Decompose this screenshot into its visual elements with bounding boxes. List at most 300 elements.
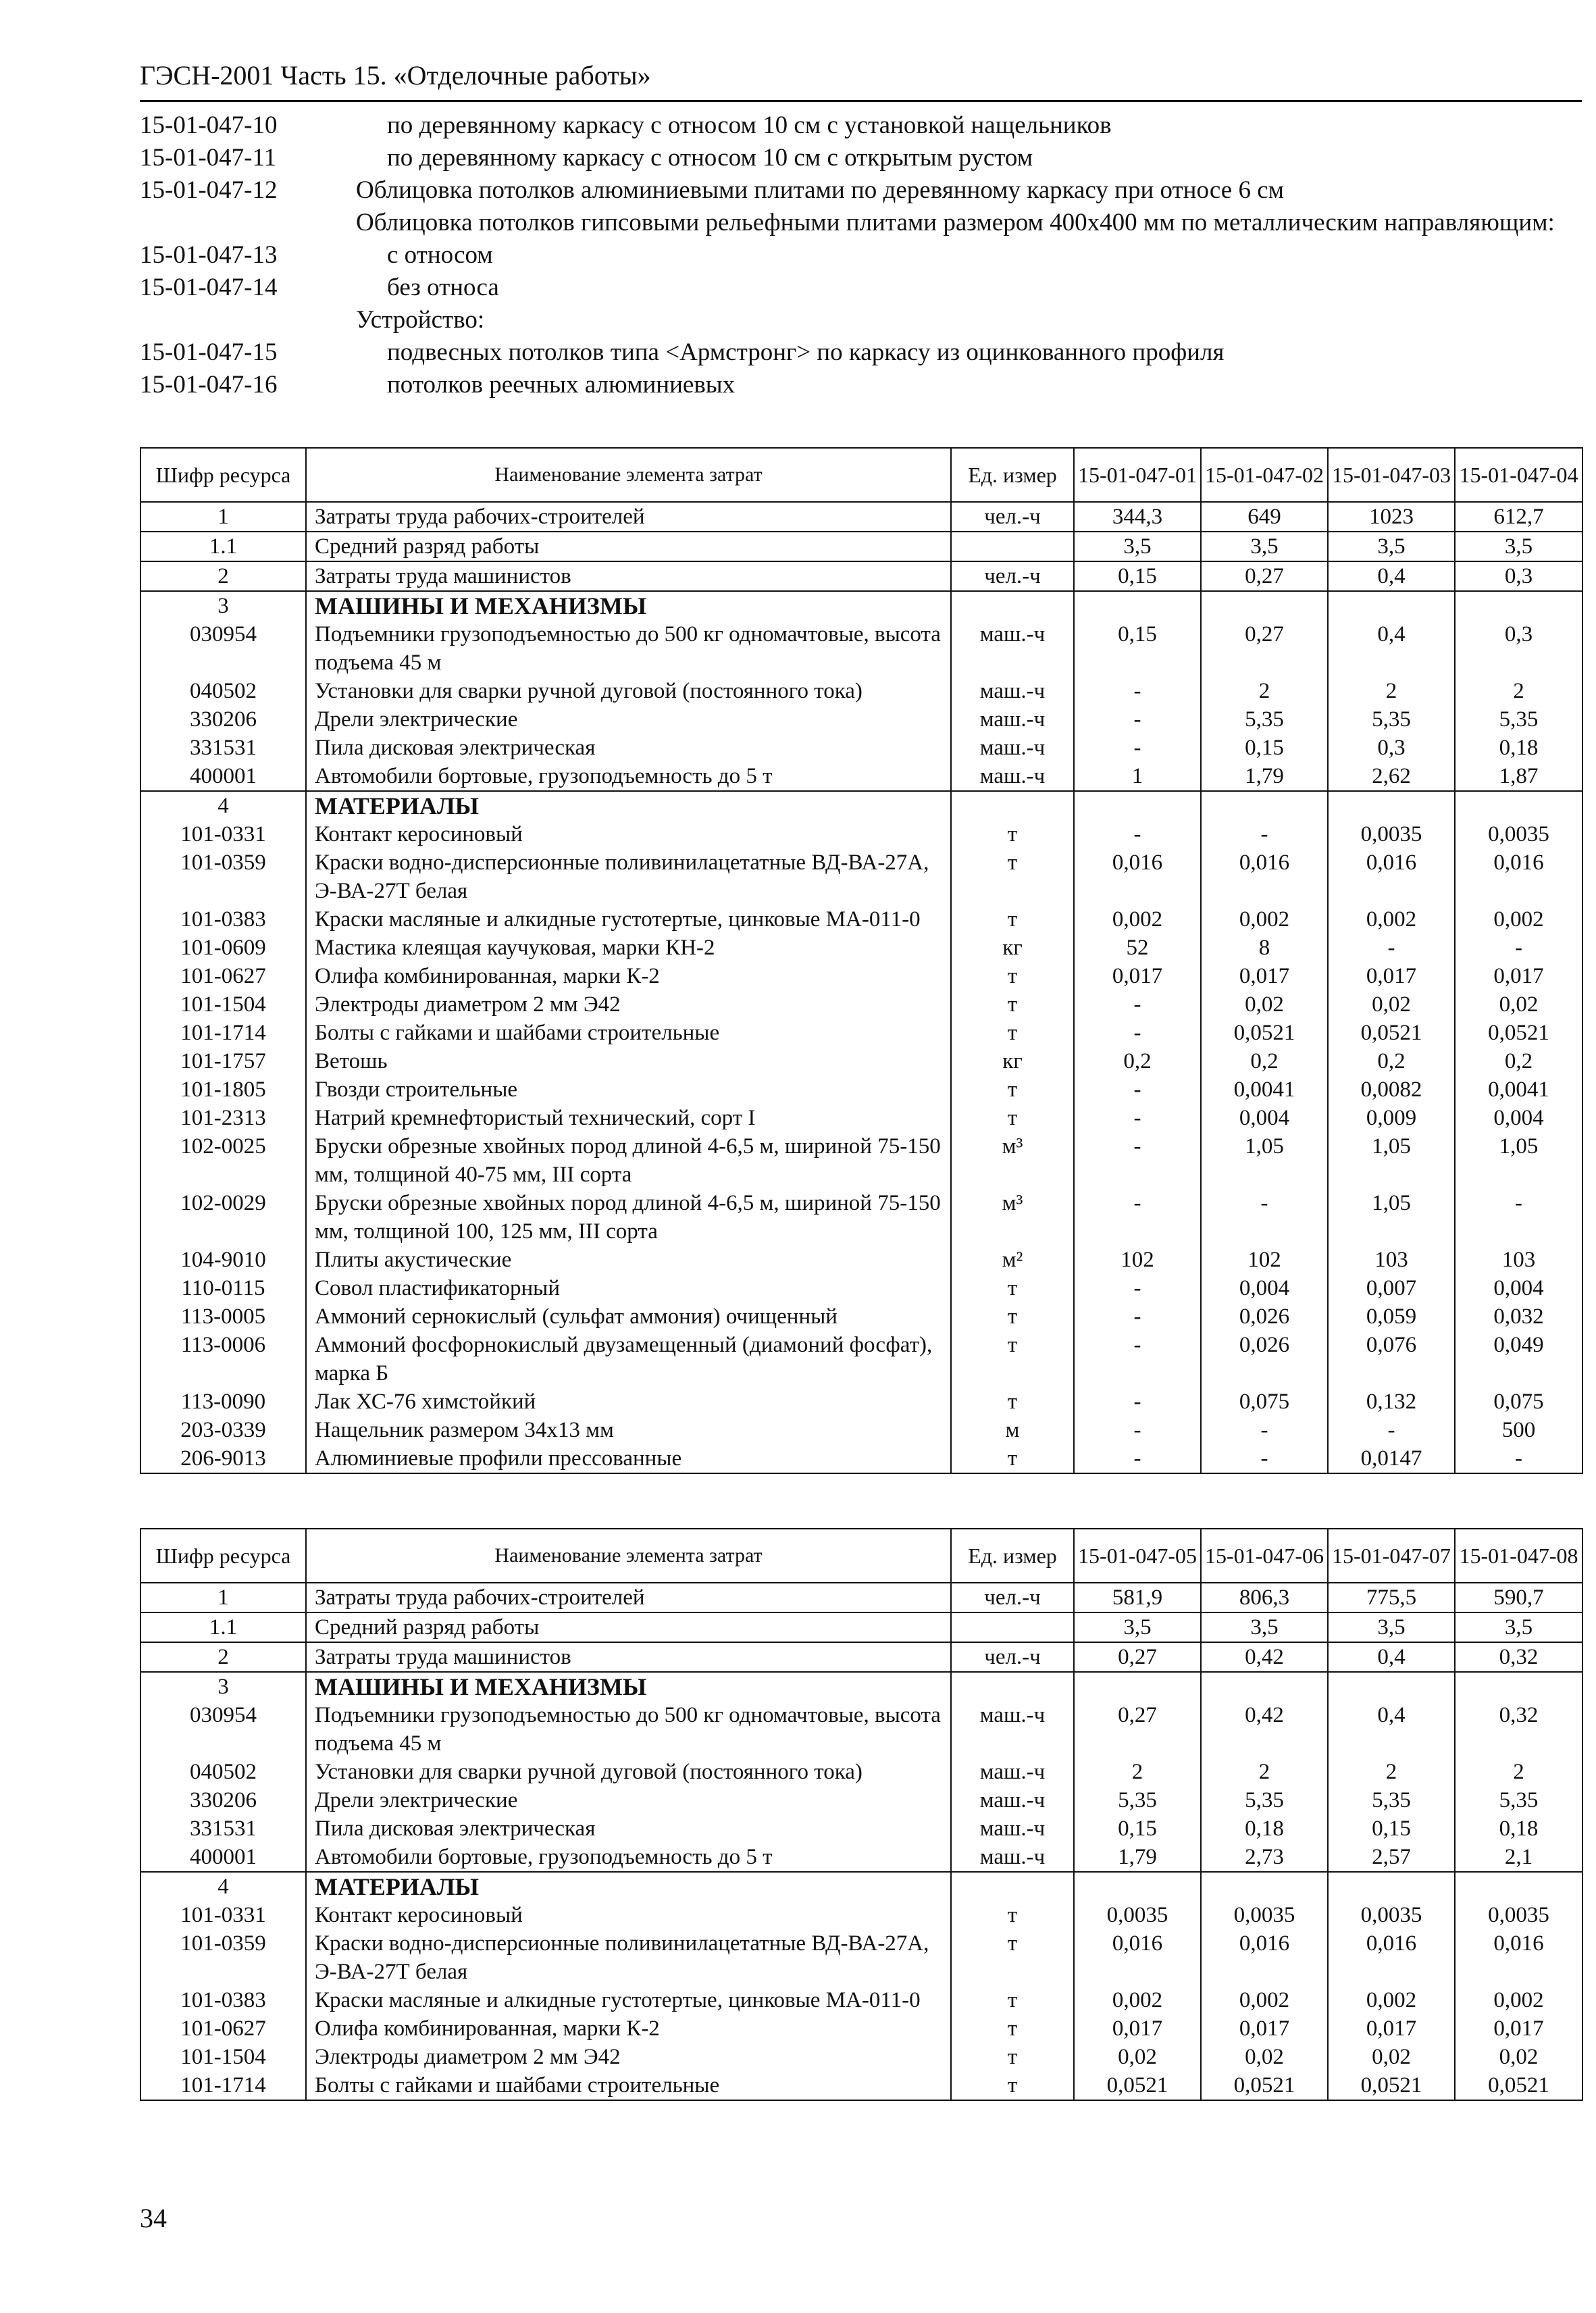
value-cell: 2 (1201, 1758, 1328, 1786)
resource-code: 4 (140, 1872, 306, 1901)
value-cell: 0,016 (1328, 848, 1455, 905)
value-cell: 0,0147 (1328, 1444, 1455, 1473)
value-cell: 0,007 (1328, 1274, 1455, 1302)
unit-cell: т (951, 1274, 1074, 1302)
value-cell: 1,05 (1455, 1132, 1582, 1189)
resource-code: 040502 (140, 1758, 306, 1786)
value-cell: - (1074, 1019, 1201, 1047)
resource-name: Пила дисковая электрическая (306, 1814, 951, 1843)
resource-code: 1.1 (140, 532, 306, 561)
value-cell: - (1074, 1075, 1201, 1104)
item-list (140, 109, 1582, 401)
value-cell: 0,15 (1074, 620, 1201, 677)
value-cell: 0,002 (1328, 905, 1455, 934)
item-text: с относом (387, 241, 493, 269)
resource-name: Затраты труда рабочих-строителей (306, 1583, 951, 1612)
resource-name: МАШИНЫ И МЕХАНИЗМЫ (306, 591, 951, 620)
resource-name: Пила дисковая электрическая (306, 734, 951, 762)
item-row (140, 207, 1582, 239)
value-cell: 0,002 (1201, 1986, 1328, 2014)
value-cell: 0,0035 (1074, 1901, 1201, 1929)
value-cell: 0,3 (1455, 620, 1582, 677)
resource-name: Ветошь (306, 1047, 951, 1075)
table-row (140, 934, 1582, 962)
unit-cell: чел.-ч (951, 502, 1074, 532)
item-text: по деревянному каркасу с относом 10 см с открытым рустом (387, 144, 1033, 172)
item-row (140, 239, 1582, 272)
value-cell: 5,35 (1074, 1786, 1201, 1814)
value-cell: 3,5 (1074, 532, 1201, 561)
item-code: 15-01-047-14 (140, 274, 278, 301)
resource-code: 101-1805 (140, 1075, 306, 1104)
value-cell: 3,5 (1201, 532, 1328, 561)
resource-name: Алюминиевые профили прессованные (306, 1444, 951, 1473)
value-cell: 0,0521 (1455, 1019, 1582, 1047)
resource-code: 1 (140, 1583, 306, 1612)
unit-cell: т (951, 1104, 1074, 1132)
value-cell: 0,016 (1201, 1929, 1328, 1986)
item-code: 15-01-047-12 (140, 176, 278, 204)
unit-cell: м (951, 1416, 1074, 1444)
value-cell: 3,5 (1328, 1612, 1455, 1642)
value-cell: 5,35 (1455, 1786, 1582, 1814)
value-cell: 590,7 (1455, 1583, 1582, 1612)
table-row (140, 1758, 1582, 1786)
value-cell: 0,017 (1201, 962, 1328, 990)
value-cell: 5,35 (1201, 705, 1328, 734)
unit-cell (951, 1672, 1074, 1701)
table-row (140, 1444, 1582, 1473)
resource-name: Подъемники грузоподъемностью до 500 кг одномачтовые, высота подъема 45 м (306, 620, 951, 677)
header-code: Шифр ресурса (140, 1529, 306, 1583)
value-cell: 103 (1455, 1246, 1582, 1274)
header-name: Наименование элемента затрат (306, 1529, 951, 1583)
table-row (140, 1388, 1582, 1416)
value-cell: 0,017 (1201, 2014, 1328, 2043)
resource-name: Аммоний сернокислый (сульфат аммония) очищенный (306, 1302, 951, 1331)
resource-table-2 (140, 1528, 1583, 2101)
table-row (140, 820, 1582, 848)
value-cell: 0,02 (1328, 2043, 1455, 2071)
value-cell: 0,009 (1328, 1104, 1455, 1132)
unit-cell: маш.-ч (951, 1843, 1074, 1872)
resource-name: Мастика клеящая каучуковая, марки КН-2 (306, 934, 951, 962)
value-cell (1074, 1872, 1201, 1901)
value-cell: 1,05 (1328, 1132, 1455, 1189)
value-cell: - (1074, 1104, 1201, 1132)
unit-cell: т (951, 1901, 1074, 1929)
header-col: 15-01-047-05 (1074, 1529, 1201, 1583)
value-cell: 0,132 (1328, 1388, 1455, 1416)
unit-cell: маш.-ч (951, 734, 1074, 762)
value-cell: 0,42 (1201, 1642, 1328, 1672)
value-cell: 3,5 (1074, 1612, 1201, 1642)
resource-code: 104-9010 (140, 1246, 306, 1274)
header-name: Наименование элемента затрат (306, 448, 951, 502)
resource-name: Бруски обрезные хвойных пород длиной 4-6,5 м, шириной 75-150 мм, толщиной 100, 125 мм, III сорта (306, 1189, 951, 1246)
value-cell: 775,5 (1328, 1583, 1455, 1612)
value-cell: 0,0521 (1328, 1019, 1455, 1047)
value-cell: 2,62 (1328, 762, 1455, 791)
resource-name: Средний разряд работы (306, 532, 951, 561)
unit-cell: т (951, 1019, 1074, 1047)
value-cell: 581,9 (1074, 1583, 1201, 1612)
item-row (140, 336, 1582, 369)
value-cell: 1,79 (1201, 762, 1328, 791)
value-cell: 102 (1074, 1246, 1201, 1274)
value-cell: 0,016 (1201, 848, 1328, 905)
value-cell: 0,02 (1201, 2043, 1328, 2071)
value-cell (1455, 591, 1582, 620)
value-cell: 0,0035 (1328, 820, 1455, 848)
resource-table-1 (140, 447, 1583, 1474)
table-row (140, 620, 1582, 677)
resource-code: 101-0627 (140, 2014, 306, 2043)
resource-name: Затраты труда рабочих-строителей (306, 502, 951, 532)
resource-code: 331531 (140, 734, 306, 762)
resource-code: 101-1504 (140, 2043, 306, 2071)
value-cell: 0,076 (1328, 1331, 1455, 1388)
value-cell: 0,0082 (1328, 1075, 1455, 1104)
resource-code: 040502 (140, 677, 306, 705)
table-row (140, 1104, 1582, 1132)
value-cell: 0,2 (1328, 1047, 1455, 1075)
table-row (140, 1189, 1582, 1246)
item-text: Облицовка потолков алюминиевыми плитами по деревянному каркасу при относе 6 см (356, 176, 1285, 204)
unit-cell: т (951, 2014, 1074, 2043)
value-cell: 0,0035 (1455, 820, 1582, 848)
unit-cell (951, 791, 1074, 820)
value-cell: 0,18 (1455, 1814, 1582, 1843)
value-cell: 0,0521 (1074, 2071, 1201, 2100)
header-code: Шифр ресурса (140, 448, 306, 502)
value-cell: 0,026 (1201, 1302, 1328, 1331)
value-cell: 0,017 (1455, 2014, 1582, 2043)
value-cell: - (1074, 677, 1201, 705)
value-cell: 0,017 (1328, 2014, 1455, 2043)
table-row (140, 905, 1582, 934)
resource-code: 102-0025 (140, 1132, 306, 1189)
value-cell: 0,27 (1074, 1701, 1201, 1758)
value-cell: 0,27 (1201, 620, 1328, 677)
resource-code: 101-0383 (140, 905, 306, 934)
value-cell: 0,017 (1074, 962, 1201, 990)
value-cell (1201, 1672, 1328, 1701)
unit-cell: кг (951, 1047, 1074, 1075)
table-row (140, 1246, 1582, 1274)
item-row (140, 369, 1582, 401)
table-row (140, 1986, 1582, 2014)
unit-cell: т (951, 962, 1074, 990)
resource-name: Дрели электрические (306, 705, 951, 734)
resource-name: МАШИНЫ И МЕХАНИЗМЫ (306, 1672, 951, 1701)
value-cell (1074, 1672, 1201, 1701)
unit-cell: м³ (951, 1189, 1074, 1246)
unit-cell: т (951, 990, 1074, 1019)
resource-code: 1.1 (140, 1612, 306, 1642)
resource-name: Олифа комбинированная, марки К-2 (306, 2014, 951, 2043)
resource-name: Затраты труда машинистов (306, 561, 951, 591)
value-cell: 0,0035 (1201, 1901, 1328, 1929)
item-code: 15-01-047-13 (140, 241, 278, 269)
value-cell: 0,059 (1328, 1302, 1455, 1331)
table-row (140, 1019, 1582, 1047)
resource-name: МАТЕРИАЛЫ (306, 1872, 951, 1901)
resource-name: Дрели электрические (306, 1786, 951, 1814)
resource-code: 030954 (140, 1701, 306, 1758)
table-body (140, 502, 1582, 1473)
value-cell: 0,02 (1201, 990, 1328, 1019)
table-row (140, 1701, 1582, 1758)
resource-name: Краски масляные и алкидные густотертые, цинковые МА-011-0 (306, 905, 951, 934)
unit-cell: чел.-ч (951, 1642, 1074, 1672)
header-col: 15-01-047-07 (1328, 1529, 1455, 1583)
value-cell: - (1074, 1416, 1201, 1444)
value-cell: 52 (1074, 934, 1201, 962)
unit-cell: маш.-ч (951, 677, 1074, 705)
value-cell: - (1328, 934, 1455, 962)
value-cell: - (1201, 820, 1328, 848)
value-cell: - (1074, 705, 1201, 734)
table-row (140, 2043, 1582, 2071)
item-code: 15-01-047-10 (140, 111, 278, 139)
table-row (140, 1612, 1582, 1642)
value-cell: 0,004 (1201, 1274, 1328, 1302)
table-row (140, 1274, 1582, 1302)
unit-cell (951, 1612, 1074, 1642)
value-cell: 2 (1328, 677, 1455, 705)
value-cell: 0,42 (1201, 1701, 1328, 1758)
value-cell: 2 (1328, 1758, 1455, 1786)
value-cell (1201, 791, 1328, 820)
value-cell: 0,049 (1455, 1331, 1582, 1388)
resource-code: 110-0115 (140, 1274, 306, 1302)
value-cell: 0,026 (1201, 1331, 1328, 1388)
resource-name: Затраты труда машинистов (306, 1642, 951, 1672)
page-header: ГЭСН-2001 Часть 15. «Отделочные работы» (140, 60, 651, 91)
value-cell: 649 (1201, 502, 1328, 532)
resource-code: 400001 (140, 1843, 306, 1872)
value-cell: 0,4 (1328, 620, 1455, 677)
item-code: 15-01-047-15 (140, 338, 278, 366)
value-cell: 1023 (1328, 502, 1455, 532)
value-cell: 500 (1455, 1416, 1582, 1444)
unit-cell: маш.-ч (951, 1814, 1074, 1843)
table-row (140, 1416, 1582, 1444)
unit-cell (951, 591, 1074, 620)
unit-cell (951, 1872, 1074, 1901)
value-cell: 0,002 (1328, 1986, 1455, 2014)
value-cell: 0,3 (1328, 734, 1455, 762)
value-cell: 0,0521 (1455, 2071, 1582, 2100)
value-cell: - (1455, 934, 1582, 962)
header-unit: Ед. измер (951, 1529, 1074, 1583)
value-cell: 0,017 (1328, 962, 1455, 990)
value-cell (1455, 791, 1582, 820)
resource-name: Болты с гайками и шайбами строительные (306, 1019, 951, 1047)
header-col: 15-01-047-06 (1201, 1529, 1328, 1583)
value-cell: 0,32 (1455, 1701, 1582, 1758)
unit-cell: т (951, 820, 1074, 848)
table-row (140, 990, 1582, 1019)
resource-code: 113-0090 (140, 1388, 306, 1416)
value-cell: 0,016 (1074, 848, 1201, 905)
resource-name: Лак ХС-76 химстойкий (306, 1388, 951, 1416)
item-text: без относа (387, 274, 499, 301)
resource-name: Болты с гайками и шайбами строительные (306, 2071, 951, 2100)
resource-name: Электроды диаметром 2 мм Э42 (306, 990, 951, 1019)
resource-name: МАТЕРИАЛЫ (306, 791, 951, 820)
resource-name: Установки для сварки ручной дуговой (постоянного тока) (306, 677, 951, 705)
table-body (140, 1583, 1582, 2100)
value-cell: 0,2 (1201, 1047, 1328, 1075)
value-cell: 1,87 (1455, 762, 1582, 791)
resource-name: Средний разряд работы (306, 1612, 951, 1642)
item-text: потолков реечных алюминиевых (387, 371, 736, 399)
resource-code: 3 (140, 1672, 306, 1701)
resource-code: 206-9013 (140, 1444, 306, 1473)
value-cell: 1,79 (1074, 1843, 1201, 1872)
value-cell (1074, 591, 1201, 620)
unit-cell: т (951, 1929, 1074, 1986)
table-row (140, 502, 1582, 532)
value-cell: 0,0041 (1455, 1075, 1582, 1104)
resource-code: 101-1757 (140, 1047, 306, 1075)
unit-cell: маш.-ч (951, 620, 1074, 677)
value-cell: 0,15 (1074, 561, 1201, 591)
resource-code: 101-1714 (140, 1019, 306, 1047)
resource-code: 101-1504 (140, 990, 306, 1019)
value-cell: 0,15 (1328, 1814, 1455, 1843)
value-cell: 0,27 (1201, 561, 1328, 591)
value-cell: 0,0521 (1201, 2071, 1328, 2100)
header-col: 15-01-047-02 (1201, 448, 1328, 502)
item-row (140, 174, 1582, 207)
value-cell: 0,02 (1328, 990, 1455, 1019)
table-row (140, 1075, 1582, 1104)
unit-cell: маш.-ч (951, 762, 1074, 791)
value-cell: 0,002 (1455, 905, 1582, 934)
value-cell: - (1074, 1189, 1201, 1246)
resource-code: 3 (140, 591, 306, 620)
resource-code: 101-0383 (140, 1986, 306, 2014)
resource-name: Подъемники грузоподъемностью до 500 кг одномачтовые, высота подъема 45 м (306, 1701, 951, 1758)
value-cell: 0,004 (1201, 1104, 1328, 1132)
resource-code: 330206 (140, 705, 306, 734)
unit-cell: м³ (951, 1132, 1074, 1189)
resource-code: 101-2313 (140, 1104, 306, 1132)
unit-cell: маш.-ч (951, 705, 1074, 734)
resource-name: Совол пластификаторный (306, 1274, 951, 1302)
resource-name: Контакт керосиновый (306, 1901, 951, 1929)
value-cell: - (1455, 1189, 1582, 1246)
value-cell: 2,73 (1201, 1843, 1328, 1872)
value-cell: 1,05 (1201, 1132, 1328, 1189)
value-cell: 0,075 (1455, 1388, 1582, 1416)
header-col: 15-01-047-08 (1455, 1529, 1582, 1583)
resource-name: Гвозди строительные (306, 1075, 951, 1104)
unit-cell: кг (951, 934, 1074, 962)
resource-name: Электроды диаметром 2 мм Э42 (306, 2043, 951, 2071)
value-cell: 0,017 (1455, 962, 1582, 990)
value-cell: - (1074, 1331, 1201, 1388)
header-col: 15-01-047-04 (1455, 448, 1582, 502)
value-cell: 0,016 (1074, 1929, 1201, 1986)
resource-code: 203-0339 (140, 1416, 306, 1444)
section-row (140, 591, 1582, 620)
resource-code: 113-0005 (140, 1302, 306, 1331)
unit-cell: маш.-ч (951, 1786, 1074, 1814)
resource-name: Нащельник размером 34х13 мм (306, 1416, 951, 1444)
value-cell: 0,075 (1201, 1388, 1328, 1416)
unit-cell: т (951, 848, 1074, 905)
value-cell: 0,4 (1328, 1642, 1455, 1672)
value-cell: 0,0035 (1328, 1901, 1455, 1929)
resource-name: Автомобили бортовые, грузоподъемность до 5 т (306, 1843, 951, 1872)
unit-cell (951, 532, 1074, 561)
resource-name: Краски водно-дисперсионные поливинилацетатные ВД-ВА-27А, Э-ВА-27Т белая (306, 848, 951, 905)
value-cell: 0,004 (1455, 1104, 1582, 1132)
value-cell: - (1074, 734, 1201, 762)
value-cell: 0,0521 (1328, 2071, 1455, 2100)
resource-name: Контакт керосиновый (306, 820, 951, 848)
value-cell: 0,27 (1074, 1642, 1201, 1672)
header-col: 15-01-047-01 (1074, 448, 1201, 502)
value-cell: 3,5 (1455, 532, 1582, 561)
value-cell: 0,02 (1455, 2043, 1582, 2071)
resource-code: 101-0359 (140, 1929, 306, 1986)
value-cell: 2 (1201, 677, 1328, 705)
resource-code: 2 (140, 1642, 306, 1672)
value-cell: 3,5 (1455, 1612, 1582, 1642)
resource-name: Бруски обрезные хвойных пород длиной 4-6,5 м, шириной 75-150 мм, толщиной 40-75 мм, III сорта (306, 1132, 951, 1189)
unit-cell: т (951, 905, 1074, 934)
resource-name: Краски масляные и алкидные густотертые, цинковые МА-011-0 (306, 1986, 951, 2014)
value-cell: 0,017 (1074, 2014, 1201, 2043)
item-row (140, 142, 1582, 174)
unit-cell: т (951, 1075, 1074, 1104)
value-cell: 0,0035 (1455, 1901, 1582, 1929)
section-row (140, 1872, 1582, 1901)
value-cell: 0,002 (1455, 1986, 1582, 2014)
value-cell (1455, 1872, 1582, 1901)
value-cell: 0,016 (1455, 848, 1582, 905)
value-cell: 0,0521 (1201, 1019, 1328, 1047)
unit-cell: м² (951, 1246, 1074, 1274)
value-cell: - (1074, 1132, 1201, 1189)
item-row (140, 109, 1582, 142)
value-cell: - (1074, 1302, 1201, 1331)
page-number: 34 (140, 2203, 167, 2233)
value-cell: - (1074, 1388, 1201, 1416)
resource-code: 101-0331 (140, 1901, 306, 1929)
value-cell: 2 (1074, 1758, 1201, 1786)
resource-code: 102-0029 (140, 1189, 306, 1246)
value-cell: 103 (1328, 1246, 1455, 1274)
resource-name: Аммоний фосфорнокислый двузамещенный (диамоний фосфат), марка Б (306, 1331, 951, 1388)
value-cell: 5,35 (1455, 705, 1582, 734)
resource-code: 400001 (140, 762, 306, 791)
table-row (140, 1814, 1582, 1843)
value-cell (1328, 1672, 1455, 1701)
value-cell: 0,18 (1455, 734, 1582, 762)
value-cell: 2,57 (1328, 1843, 1455, 1872)
resource-name: Автомобили бортовые, грузоподъемность до 5 т (306, 762, 951, 791)
table-row (140, 2071, 1582, 2100)
value-cell (1328, 591, 1455, 620)
item-row (140, 272, 1582, 304)
value-cell: 0,004 (1455, 1274, 1582, 1302)
